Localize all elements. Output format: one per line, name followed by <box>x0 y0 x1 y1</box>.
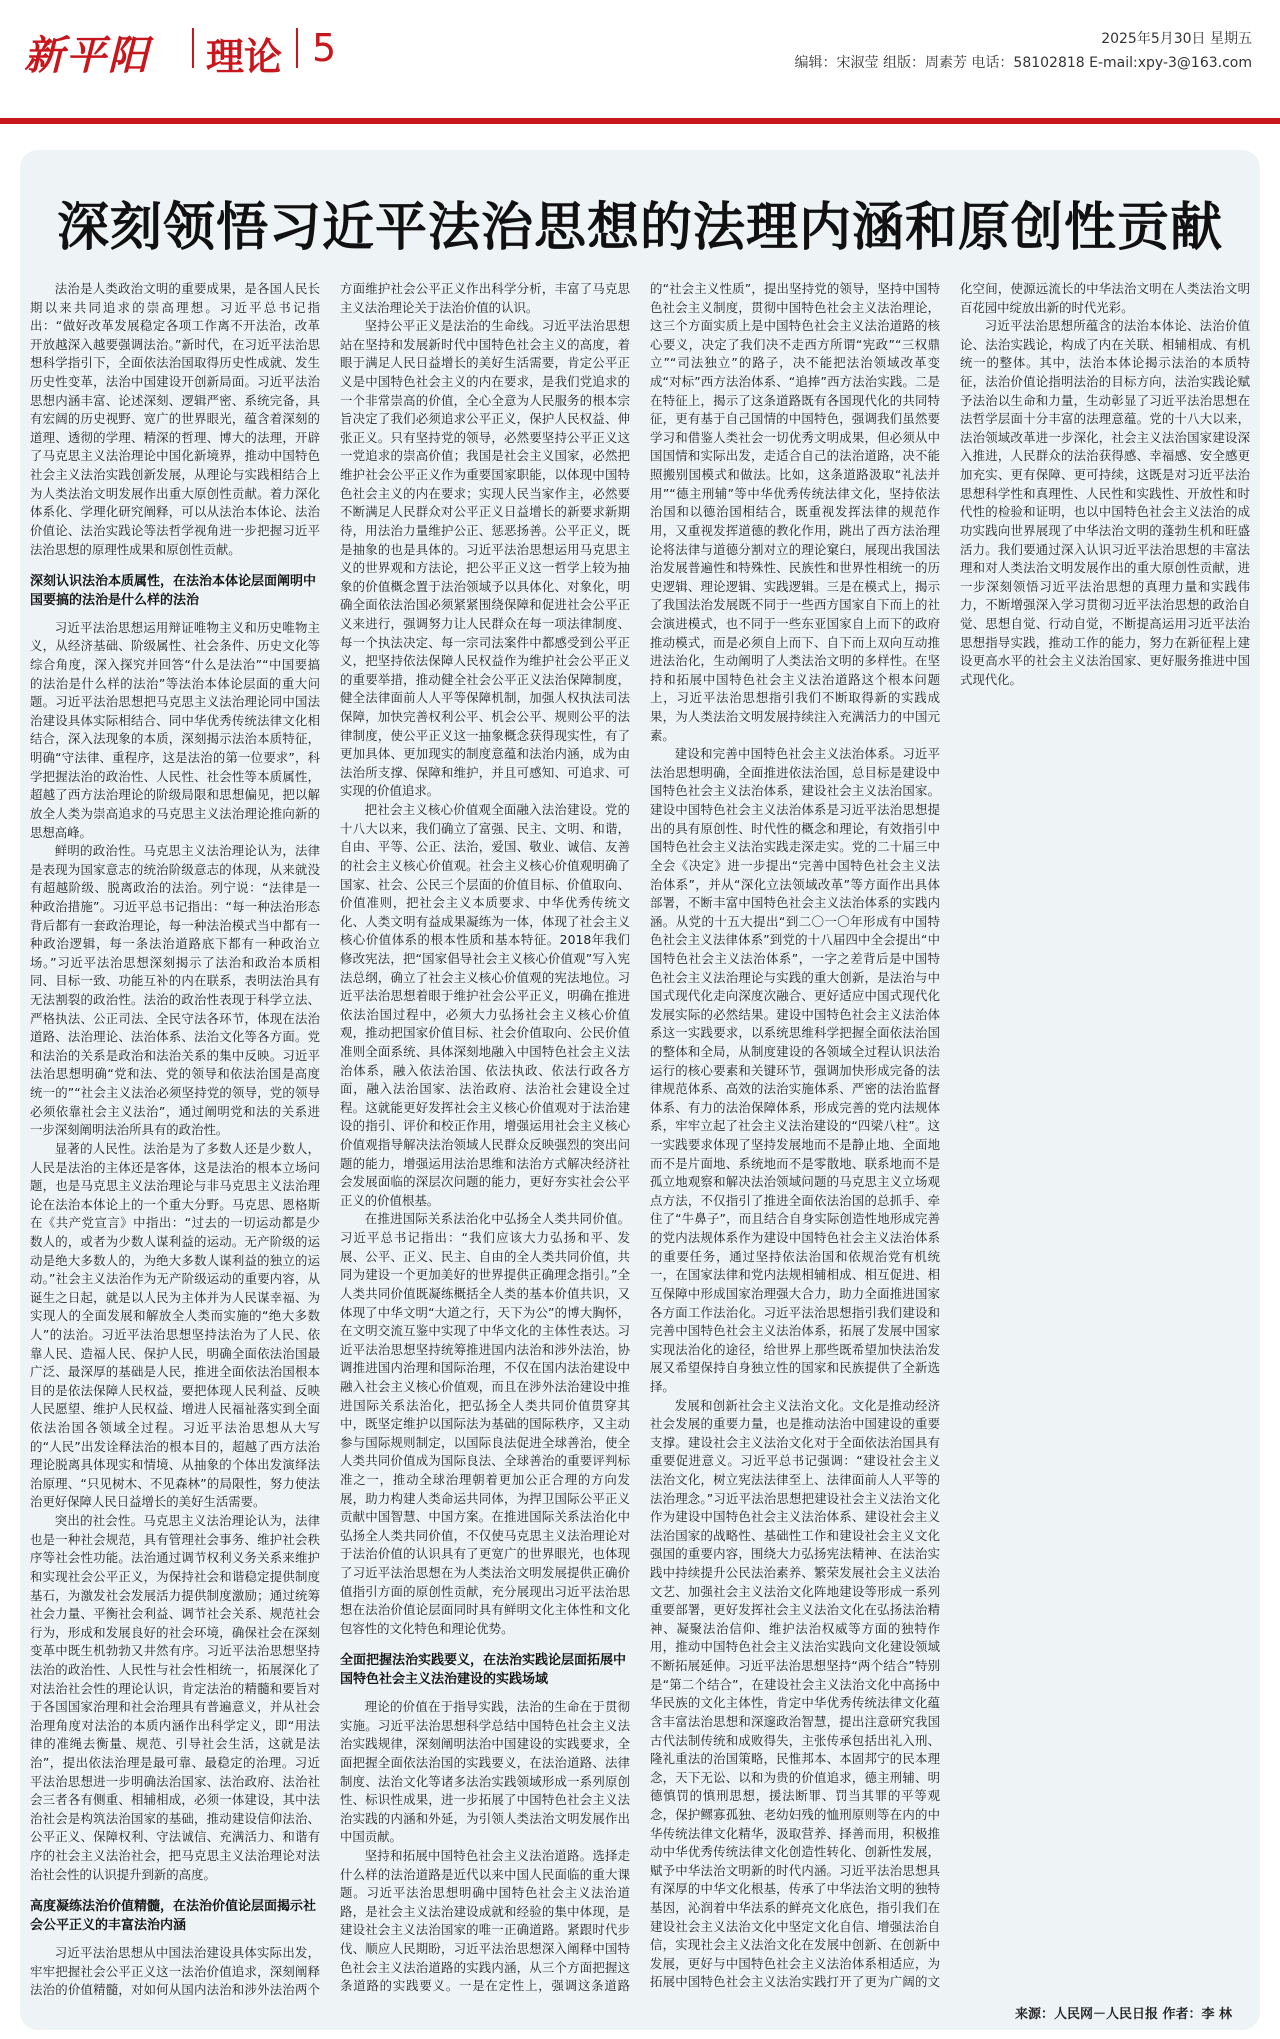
paragraph: 在推进国际关系法治化中弘扬全人类共同价值。习近平总书记指出：“我们应该大力弘扬和平、发展、公平、正义、民主、自由的全人类共同价值，共同为建设一个更加美好的世界提供正确理念指引。”全人类共同价值既凝练概括全人类的基本价值共识，又体现了中华文明“大道之行，天下为公”的博大胸怀，在文明交流互鉴中实现了中华文化的主体性表达。习近平法治思想坚持统筹推进国内法治和涉外法治，协调推进国内治理和国际治理，不仅在国内法治建设中融入社会主义核心价值观，而且在涉外法治建设中推进国际关系法治化，把弘扬全人类共同价值贯穿其中，既坚定维护以国际法为基础的国际秩序，又主动参与国际规则制定，以国际良法促进全球善治，使全人类共同价值成为国际良法、全球善治的重要评判标准之一，推动全球治理朝着更加公正合理的方向发展，助力构建人类命运共同体，为捍卫国际公平正义贡献中国智慧、中国方案。在推进国际关系法治化中弘扬全人类共同价值，不仅使马克思主义法治理论对于法治价值的认识具有了更宽广的世界眼光，也体现了习近平法治思想在为人类法治文明发展提供正确价值指引方面的原创性贡献，充分展现出习近平法治思想在法治价值论层面同时具有鲜明文化主体性和文化包容性的文化特色和理论优势。 <box>340 1211 630 1636</box>
issue-date: 2025年5月30日 星期五 <box>1101 31 1252 47</box>
article-body <box>30 280 1250 2000</box>
editor-info: 编辑：宋淑莹 组版：周素芳 电话：58102818 E-mail:xpy-3@163.com <box>794 55 1252 71</box>
section-heading: 深刻认识法治本质属性，在法治本体论层面阐明中国要搞的法治是什么样的法治 <box>30 574 317 608</box>
paragraph: 鲜明的政治性。马克思主义法治理论认为，法律是表现为国家意志的统治阶级意志的体现，从来就没有超越阶级、脱离政治的法治。列宁说：“法律是一种政治措施”。习近平总书记指出：“每一种法治形态背后都有一套政治理论，每一种法治模式当中都有一种政治逻辑，每一条法治道路底下都有一种政治立场。”习近平法治思想深刻揭示了法治和政治本质相同、目标一致、功能互补的内在联系，表明法治具有无法割裂的政治性。法治的政治性表现于科学立法、严格执法、公正司法、全民守法各环节，体现在法治道路、法治理论、法治体系、法治文化等各方面。党和法治的关系是政治和法治关系的集中反映。习近平法治思想明确“党和法、党的领导和依法治国是高度统一的”“社会主义法治必须坚持党的领导，党的领导必须依靠社会主义法治”，通过阐明党和法的关系进一步深刻阐明法治所具有的政治性。 <box>30 843 320 1138</box>
paragraph: 坚持公平正义是法治的生命线。习近平法治思想站在坚持和发展新时代中国特色社会主义的高度，着眼于满足人民日益增长的美好生活需要，肯定公平正义是中国特色社会主义的内在要求，是我们党追求的一个非常崇高的价值，全心全意为人民服务的根本宗旨决定了我们必须追求公平正义，保护人民权益、伸张正义。只有坚持党的领导，必然要坚持公平正义这一党追求的崇高价值；我国是社会主义国家，必然把维护社会公平正义作为重要国家职能，以体现中国特色社会主义的内在要求；实现人民当家作主，必然要不断满足人民群众对公平正义日益增长的新要求新期待，用法治力量维护公正、惩恶扬善。公平正义，既是抽象的也是具体的。习近平法治思想运用马克思主义的世界观和方法论，把公平正义这一哲学上较为抽象的价值概念置于法治领域予以具体化、对象化，明确全面依法治国必须紧紧围绕保障和促进社会公平正义来进行，强调努力让人民群众在每一项法律制度、每一个执法决定、每一宗司法案件中都感受到公平正义，把坚持依法保障人民权益作为维护社会公平正义的重要举措，推动健全社会公平正义法治保障制度，健全法律面前人人平等保障机制，加强人权执法司法保障，加快完善权利公平、机会公平、规则公平的法律制度，使公平正义这一抽象概念获得现实性，有了更加具体、更加现实的制度意蕴和法治内涵，成为由法治所支撑、保障和维护，并且可感知、可追求、可实现的价值追求。 <box>340 318 630 799</box>
newspaper-logo: 新平阳 <box>24 32 150 79</box>
article-intro: 法治是人类政治文明的重要成果，是各国人民长期以来共同追求的崇高理想。习近平总书记指出：“做好改革发展稳定各项工作离不开法治，改革开放越深入越要强调法治。”新时代，在习近平法治思想科学指引下，全面依法治国取得历史性成就、发生历史性变革，法治中国建设开创新局面。习近平法治思想内涵丰富、论述深刻、逻辑严密、系统完备，具有宏阔的历史视野、宽广的世界眼光，蕴含着深刻的道理、透彻的学理、精深的哲理、博大的法理，开辟了马克思主义法治理论中国化新境界，推动中国特色社会主义法治实践创新发展，从理论与实践相结合上为人类法治文明发展作出重大原创性贡献。着力深化体系化、学理化研究阐释，可以从法治本体论、法治价值论、法治实践论等法哲学视角进一步把握习近平法治思想的原理性成果和原创性贡献。 <box>30 281 320 557</box>
article-title: 深刻领悟习近平法治思想的法理内涵和原创性贡献 <box>56 198 1223 258</box>
masthead-divider <box>192 28 194 68</box>
paragraph: 坚持和拓展中国特色社会主义法治道路。选择走什么样的法治道路是近代以来中国人民面临的重大课题。习近平法治思想明确中国特色社会主义法治道路，是社会主义法治建设成就和经验的集中体现，是建设社会主义法治国家的唯一正确道路。紧跟时代步伐、顺应人民期盼，习近平法治思想深入阐释中国特色社会主义法治道路的实践内涵，从三个方面把握这条道路的实践要义。一是在定性上，强调这条道路的“社会主义性质”，提出坚持党的领导，坚持中国特色社会主义制度，贯彻中国特色社会主义法治理论，这三个方面实质上是中国特色社会主义法治道路的核心要义，决定了我们决不走西方所谓“宪政”“三权鼎立”“司法独立”的路子，决不能把法治领域改革变成“对标”西方法治体系、“追捧”西方法治实践。二是在特征上，揭示了这条道路既有各国现代化的共同特征，更有基于自己国情的中国特色，强调我们虽然要学习和借鉴人类社会一切优秀文明成果，但必须从中国国情和实际出发，走适合自己的法治道路，决不能照搬别国模式和做法。比如，这条道路汲取“礼法并用”“德主刑辅”等中华优秀传统法律文化，坚持依法治国和以德治国相结合，既重视发挥法律的规范作用，又重视发挥道德的教化作用，跳出了西方法治理论将法律与道德分割对立的理论窠臼，展现出我国法治发展普遍性和特殊性、民族性和世界性相统一的历史逻辑、理论逻辑、实践逻辑。三是在模式上，揭示了我国法治发展既不同于一些西方国家自下而上的社会演进模式，也不同于一些东亚国家自上而下的政府推动模式，而是必须自上而下、自下而上双向互动推进法治化，生动阐明了人类法治文明的多样性。在坚持和拓展中国特色社会主义法治道路这个根本问题上，习近平法治思想指引我们不断取得新的实践成果，为人类法治文明发展持续注入充满活力的中国元素。 <box>340 281 940 1994</box>
section-heading: 全面把握法治实践要义，在法治实践论层面拓展中国特色社会主义法治建设的实践场域 <box>340 1653 627 1688</box>
paragraph: 把社会主义核心价值观全面融入法治建设。党的十八大以来，我们确立了富强、民主、文明、和谐，自由、平等、公正、法治，爱国、敬业、诚信、友善的社会主义核心价值观。社会主义核心价值观明确了国家、社会、公民三个层面的价值目标、价值取向、价值准则，把社会主义本质要求、中华优秀传统文化、人类文明有益成果凝练为一体，体现了社会主义核心价值体系的根本性质和基本特征。2018年我们修改宪法，把“国家倡导社会主义核心价值观”写入宪法总纲，确立了社会主义核心价值观的宪法地位。习近平法治思想着眼于维护社会公平正义，明确在推进依法治国过程中，必须大力弘扬社会主义核心价值观，推动把国家价值目标、社会价值取向、公民价值准则全面系统、具体深刻地融入中国特色社会主义法治体系，融入依法治国、依法执政、依法行政各方面，融入法治国家、法治政府、法治社会建设全过程。这就能更好发挥社会主义核心价值观对于法治建设的指引、评价和校正作用，增强运用社会主义核心价值观指导解决法治领域人民群众反映强烈的突出问题的能力，增强运用法治思维和法治方式解决经济社会发展面临的深层次问题的能力，更好夯实社会公平正义的价值根基。 <box>340 802 630 1208</box>
masthead-divider <box>296 28 298 68</box>
article-credit: 来源：人民网－人民日报 作者：李 林 <box>1014 2007 1232 2022</box>
page-number: 5 <box>312 26 337 70</box>
paragraph: 理论的价值在于指导实践，法治的生命在于贯彻实施。习近平法治思想科学总结中国特色社会主义法治实践规律，深刻阐明法治中国建设的实践要求，全面把握全面依法治国的实践要义，在法治道路、法律制度、法治文化等诸多法治实践领域形成一系列原创性、标识性成果，进一步拓展了中国特色社会主义法治实践的内涵和外延，为引领人类法治文明发展作出中国贡献。 <box>340 1699 630 1845</box>
masthead-rule <box>0 118 1280 124</box>
paragraph: 显著的人民性。法治是为了多数人还是少数人，人民是法治的主体还是客体，这是法治的根本立场问题，也是马克思主义法治理论与非马克思主义法治理论在法治本体论上的一个重大分野。马克思、恩格斯在《共产党宣言》中指出：“过去的一切运动都是少数人的，或者为少数人谋利益的运动。无产阶级的运动是绝大多数人的，为绝大多数人谋利益的独立的运动。”社会主义法治作为无产阶级运动的重要内容，从诞生之日起，就是以人民为主体并为人民谋幸福、为实现人的全面发展和解放全人类而实施的“绝大多数人”的法治。习近平法治思想坚持法治为了人民、依靠人民、造福人民、保护人民，明确全面依法治国最广泛、最深厚的基础是人民，推进全面依法治国根本目的是依法保障人民权益，要把体现人民利益、反映人民愿望、维护人民权益、增进人民福祉落实到全面依法治国各领域全过程。习近平法治思想从大写的“人民”出发诠释法治的根本目的，超越了西方法治理论脱离具体现实和情境、从抽象的个体出发演绎法治原理、“只见树木、不见森林”的局限性，努力使法治更好保障人民日益增长的美好生活需要。 <box>30 1140 320 1510</box>
paragraph: 发展和创新社会主义法治文化。文化是推动经济社会发展的重要力量，也是推动法治中国建设的重要支撑。建设社会主义法治文化对于全面依法治国具有重要促进意义。习近平总书记强调：“建设社会主义法治文化，树立宪法法律至上、法律面前人人平等的法治理念。”习近平法治思想把建设社会主义法治文化作为建设中国特色社会主义法治体系、建设社会主义法治国家的战略性、基础性工作和建设社会主义文化强国的重要内容，围绕大力弘扬宪法精神、在法治实践中持续提升公民法治素养、繁荣发展社会主义法治文艺、加强社会主义法治文化阵地建设等形成一系列重要部署，更好发挥社会主义法治文化在弘扬法治精神、凝聚法治信仰、维护法治权威等方面的独特作用，推动中国特色社会主义法治实践向文化建设领域不断拓展延伸。习近平法治思想坚持“两个结合”特别是“第二个结合”，在建设社会主义法治文化中高扬中华民族的文化主体性，肯定中华优秀传统法律文化蕴含丰富法治思想和深邃政治智慧，提出注意研究我国古代法制传统和成败得失，主张传承包括出礼入刑、隆礼重法的治国策略，民惟邦本、本固邦宁的民本理念，天下无讼、以和为贵的价值追求，德主刑辅、明德慎罚的慎刑思想，援法断罪、罚当其罪的平等观念，保护鳏寡孤独、老幼妇残的恤刑原则等在内的中华传统法律文化精华，汲取营养、择善而用，积极推动中华优秀传统法律文化创造性转化、创新性发展，赋予中华法治文明新的时代内涵。习近平法治思想具有深厚的中华文化根基，传承了中华法治文明的独特基因，沁润着中华法系的鲜亮文化底色，指引我们在建设社会主义法治文化中坚定文化自信、增强法治自信，实现社会主义法治文化在发展中创新、在创新中发展，更好与中国特色社会主义法治体系相适应，为拓展中国特色社会主义法治实践打开了更为广阔的文化空间，使源远流长的中华法治文明在人类法治文明百花园中绽放出新的时代光彩。 <box>650 281 1250 1990</box>
paragraph: 突出的社会性。马克思主义法治理论认为，法律也是一种社会规范，具有管理社会事务、维护社会秩序等社会性功能。法治通过调节权利义务关系来维护和实现社会公平正义，为保持社会和谐稳定提供制度基石，为激发社会发展活力提供制度激励；通过统筹社会力量、平衡社会利益、调节社会关系、规范社会行为，形成和发展良好的社会环境，确保社会在深刻变革中既生机勃勃又井然有序。习近平法治思想坚持法治的政治性、人民性与社会性相统一，拓展深化了对法治社会性的理论认识，肯定法治的精髓和要旨对于各国国家治理和社会治理具有普遍意义，并从社会治理角度对法治的本质内涵作出科学定义，即“用法律的准绳去衡量、规范、引导社会生活，这就是法治”，提出依法治理是最可靠、最稳定的治理。习近平法治思想进一步明确法治国家、法治政府、法治社会三者各有侧重、相辅相成，必须一体建设，其中法治社会是构筑法治国家的基础，推动建设信仰法治、公平正义、保障权利、守法诚信、充满活力、和谐有序的社会主义法治社会，把马克思主义法治理论对法治社会性的认识提升到新的高度。 <box>30 1513 320 1882</box>
section-name: 理论 <box>206 35 283 79</box>
masthead <box>0 0 1280 92</box>
section-heading: 高度凝练法治价值精髓，在法治价值论层面揭示社会公平正义的丰富法治内涵 <box>30 1899 317 1934</box>
paragraph: 习近平法治思想从中国法治建设具体实际出发，牢牢把握社会公平正义这一法治价值追求，深刻阐释法治的价值精髓，对如何从国内法治和涉外法治两个方面维护社会公平正义作出科学分析，丰富了马克思主义法治理论关于法治价值的认识。 <box>30 281 630 1998</box>
paragraph: 习近平法治思想所蕴含的法治本体论、法治价值论、法治实践论，构成了内在关联、相辅相成、有机统一的整体。其中，法治本体论揭示法治的本质特征，法治价值论指明法治的目标方向，法治实践论赋予法治以生命和力量，生动彰显了习近平法治思想在法哲学层面十分丰富的法理意蕴。党的十八大以来，法治领域改革进一步深化，社会主义法治国家建设深入推进，人民群众的法治获得感、幸福感、安全感更加充实、更有保障、更可持续，这既是对习近平法治思想科学性和真理性、人民性和实践性、开放性和时代性的检验和证明，也以中国特色社会主义法治的成功实践向世界展现了中华法治文明的蓬勃生机和旺盛活力。我们要通过深入认识习近平法治思想的丰富法理和对人类法治文明发展作出的重大原创性贡献，进一步深刻领悟习近平法治思想的真理力量和实践伟力，不断增强深入学习贯彻习近平法治思想的政治自觉、思想自觉、行动自觉，不断提高运用习近平法治思想指导实践，推动工作的能力，努力在新征程上建设更高水平的社会主义法治国家、更好服务推进中国式现代化。 <box>960 318 1250 687</box>
paragraph: 建设和完善中国特色社会主义法治体系。习近平法治思想明确，全面推进依法治国，总目标是建设中国特色社会主义法治体系，建设社会主义法治国家。建设中国特色社会主义法治体系是习近平法治思想提出的具有原创性、时代性的概念和理论，有效指引中国特色社会主义法治实践走深走实。党的二十届三中全会《决定》进一步提出“完善中国特色社会主义法治体系”，并从“深化立法领域改革”等方面作出具体部署，不断丰富中国特色社会主义法治体系的实践内涵。从党的十五大提出“到二〇一〇年形成有中国特色社会主义法律体系”到党的十八届四中全会提出“中国特色社会主义法治体系”，一字之差背后是中国特色社会主义法治理论与实践的重大创新，是法治与中国式现代化走向深度次融合、更好适应中国式现代化发展实际的必然结果。建设中国特色社会主义法治体系这一实践要求，以系统思维科学把握全面依法治国的整体和全局，从制度建设的各领域全过程认识法治运行的核心要素和关键环节，强调加快形成完备的法律规范体系、高效的法治实施体系、严密的法治监督体系、有力的法治保障体系，形成完善的党内法规体系，牢牢立起了社会主义法治建设的“四梁八柱”。这一实践要求体现了坚持发展地而不是静止地、全面地而不是片面地、系统地而不是零散地、联系地而不是孤立地观察和解决法治领域问题的马克思主义立场观点方法，不仅指引了推进全面依法治国的总抓手、牵住了“牛鼻子”，而且结合自身实际创造性地形成完善的党内法规体系作为建设中国特色社会主义法治体系的重要任务，通过坚持依法治国和依规治党有机统一，在国家法律和党内法规相辅相成、相互促进、相互保障中形成国家治理强大合力，助力全面推进国家各方面工作法治化。习近平法治思想指引我们建设和完善中国特色社会主义法治体系，拓展了发展中国家实现法治化的途径，给世界上那些既希望加快法治发展又希望保持自身独立性的国家和民族提供了全新选择。 <box>650 746 940 1394</box>
paragraph: 习近平法治思想运用辩证唯物主义和历史唯物主义，从经济基础、阶级属性、社会条件、历史文化等综合角度，深入探究并回答“什么是法治”“中国要搞的法治是什么样的法治”等法治本体论层面的重大问题。习近平法治思想把马克思主义法治理论同中国法治建设具体实际相结合、同中华优秀传统法律文化相结合，深入法现象的本质，深刻揭示法治本质特征，明确“守法律、重程序，这是法治的第一位要求”，科学把握法治的政治性、人民性、社会性等本质属性，超越了西方法治理论的阶级局限和思想偏见，把以解放全人类为崇高追求的马克思主义法治理论推向新的思想高峰。 <box>30 619 320 840</box>
